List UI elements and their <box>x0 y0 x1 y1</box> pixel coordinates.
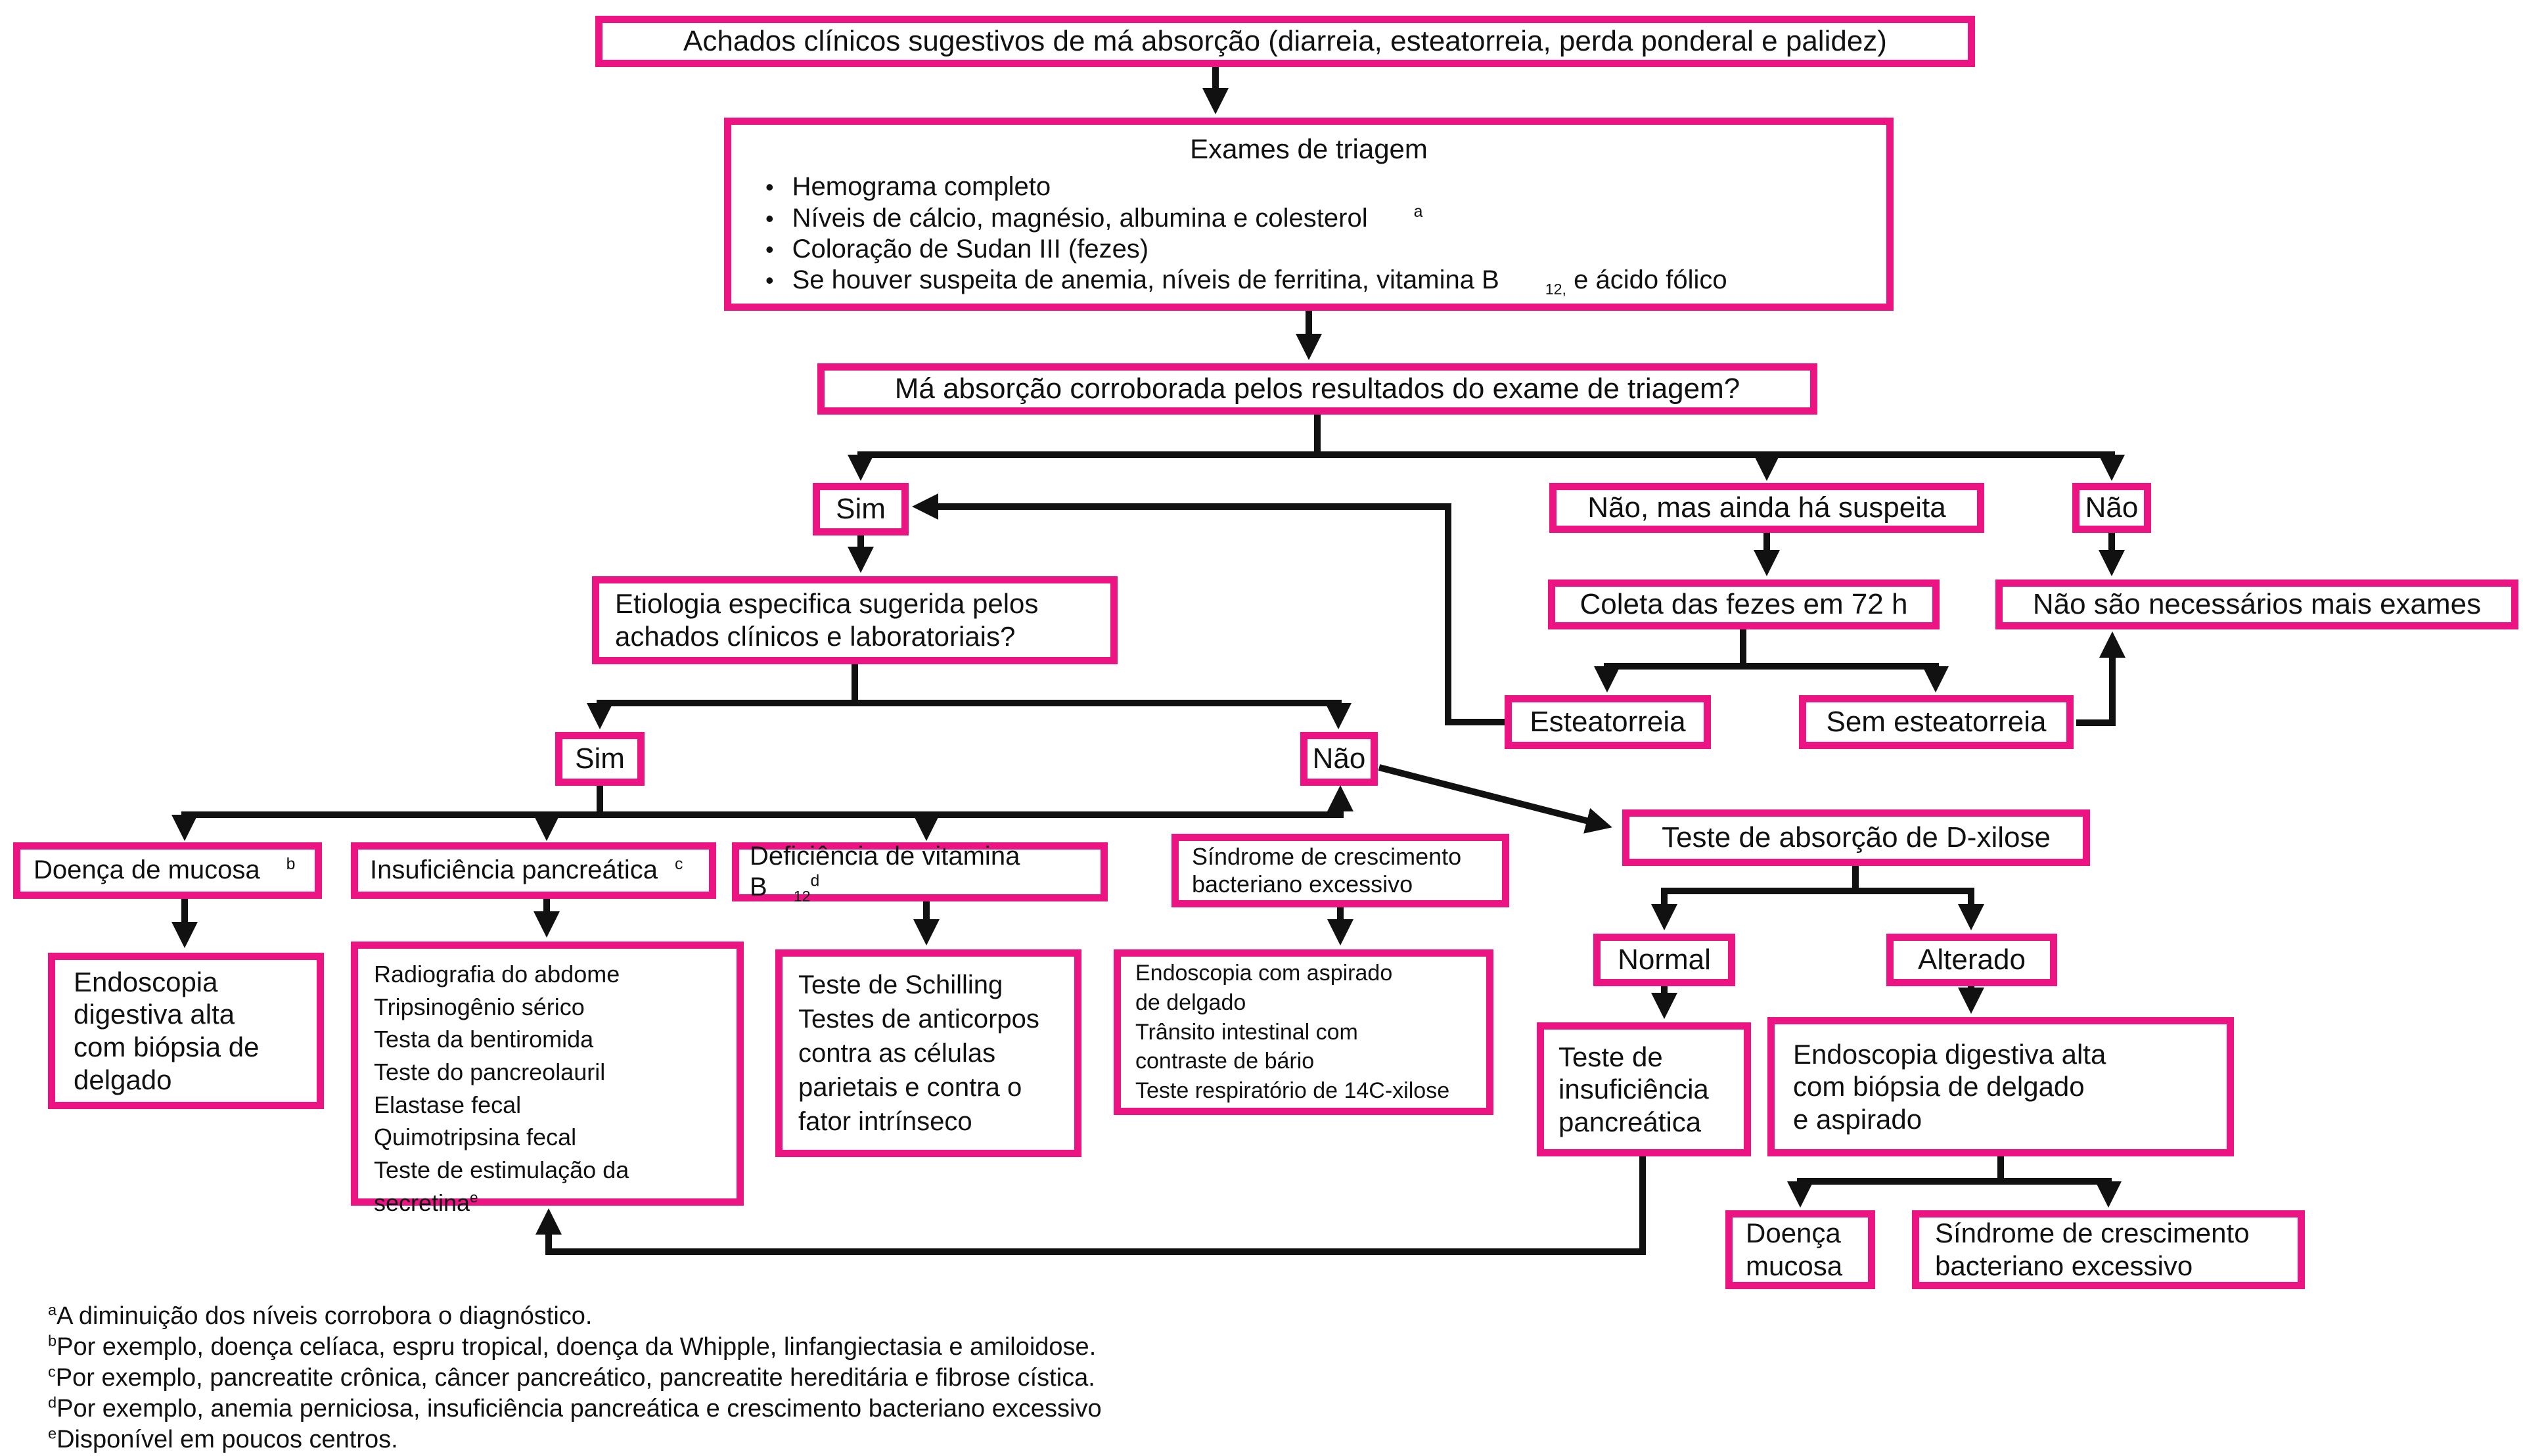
node-question-triagem: Má absorção corroborada pelos resultados do exame de triagem? <box>817 363 1817 415</box>
node-doenca-mucosa-header: Doença de mucosa $^b$ <box>13 842 322 899</box>
exames-bullet-anemia: • Se houver suspeita de anemia, níveis de ferritina, vitamina B $_{12,}$ e ácido fólico <box>758 265 1860 296</box>
exames-bullet-niveis: • Níveis de cálcio, magnésio, albumina e colesterol $^a$ <box>758 203 1860 234</box>
node-teste-insuficiencia: Teste de insuficiência pancreática <box>1537 1022 1751 1156</box>
footnote-c: $^c$Por exemplo, pancreatite crônica, câncer pancreático, pancreatite hereditária e fibrose cística. <box>48 1363 1095 1392</box>
exames-bullet-hemograma: • Hemograma completo <box>758 171 1860 202</box>
node-etiologia-question: Etiologia especifica sugerida pelos achados clínicos e laboratoriais? <box>592 576 1118 664</box>
exames-bullet-sudan: • Coloração de Sudan III (fezes) <box>758 234 1860 265</box>
node-normal: Normal <box>1593 934 1735 986</box>
exames-title: Exames de triagem <box>1190 133 1428 164</box>
node-sem-esteatorreia: Sem esteatorreia <box>1799 695 2074 749</box>
node-endoscopia-aspirado: Endoscopia com aspirado de delgado Trânsito intestinal com contraste de bário Teste respiratório de 14C-xilose <box>1114 949 1493 1115</box>
node-nao-2: Não <box>1300 732 1378 786</box>
arrow-semesteatorreia-naoexames <box>2076 656 2112 723</box>
node-doenca-mucosa-2: Doença mucosa <box>1725 1210 1875 1289</box>
node-insuficiencia-pancreatica-header: Insuficiência pancreática $^c$ <box>351 842 716 899</box>
arrow-nao2-dxilose <box>1379 767 1589 821</box>
node-sim-2: Sim <box>555 732 645 786</box>
footnote-b: $^b$Por exemplo, doença celíaca, espru tropical, doença da Whipple, linfangiectasia e amiloidose. <box>48 1332 1097 1361</box>
node-sindrome-header: Síndrome de crescimento bacteriano excessivo <box>1171 834 1509 907</box>
node-sindrome-2: Síndrome de crescimento bacteriano excessivo <box>1912 1210 2305 1289</box>
node-endoscopia-aspirado-2: Endoscopia digestiva alta com biópsia de delgado e aspirado <box>1767 1017 2234 1156</box>
footnote-d: $^d$Por exemplo, anemia perniciosa, insuficiência pancreática e crescimento bacteriano excessivo <box>48 1394 1102 1423</box>
node-deficiencia-b12-header: Deficiência de vitamina B $_{12}^d$ <box>732 842 1108 901</box>
node-exames-triagem <box>724 118 1894 311</box>
footnotes <box>48 1301 1102 1456</box>
node-nao-1: Não <box>2072 483 2151 533</box>
node-testes-pancreaticos: Radiografia do abdome Tripsinogênio sérico Testa da bentiromida Teste do pancreolauril Elastase fecal Quimotripsina fecal Teste de estimulação da secretina$^e$ <box>351 942 744 1206</box>
node-teste-dxilose: Teste de absorção de D-xilose <box>1622 809 2090 866</box>
node-sim-1: Sim <box>813 483 909 535</box>
node-teste-schilling: Teste de Schilling Testes de anticorpos contra as células parietais e contra o fator intrínseco <box>775 949 1081 1157</box>
node-esteatorreia: Esteatorreia <box>1505 695 1711 749</box>
footnote-e: $^e$Disponível em poucos centros. <box>48 1424 398 1454</box>
node-nao-mais-exames: Não são necessários mais exames <box>1995 580 2518 629</box>
node-endoscopia-biopsia: Endoscopia digestiva alta com biópsia de delgado <box>48 953 324 1109</box>
node-alterado: Alterado <box>1886 934 2057 986</box>
node-achados-clinicos: Achados clínicos sugestivos de má absorção (diarreia, esteatorreia, perda ponderal e palidez) <box>595 16 1975 67</box>
node-nao-mas-suspeita: Não, mas ainda há suspeita <box>1549 483 1984 533</box>
footnote-a: $^a$A diminuição dos níveis corrobora o diagnóstico. <box>48 1301 593 1330</box>
node-coleta-fezes: Coleta das fezes em 72 h <box>1548 580 1940 629</box>
